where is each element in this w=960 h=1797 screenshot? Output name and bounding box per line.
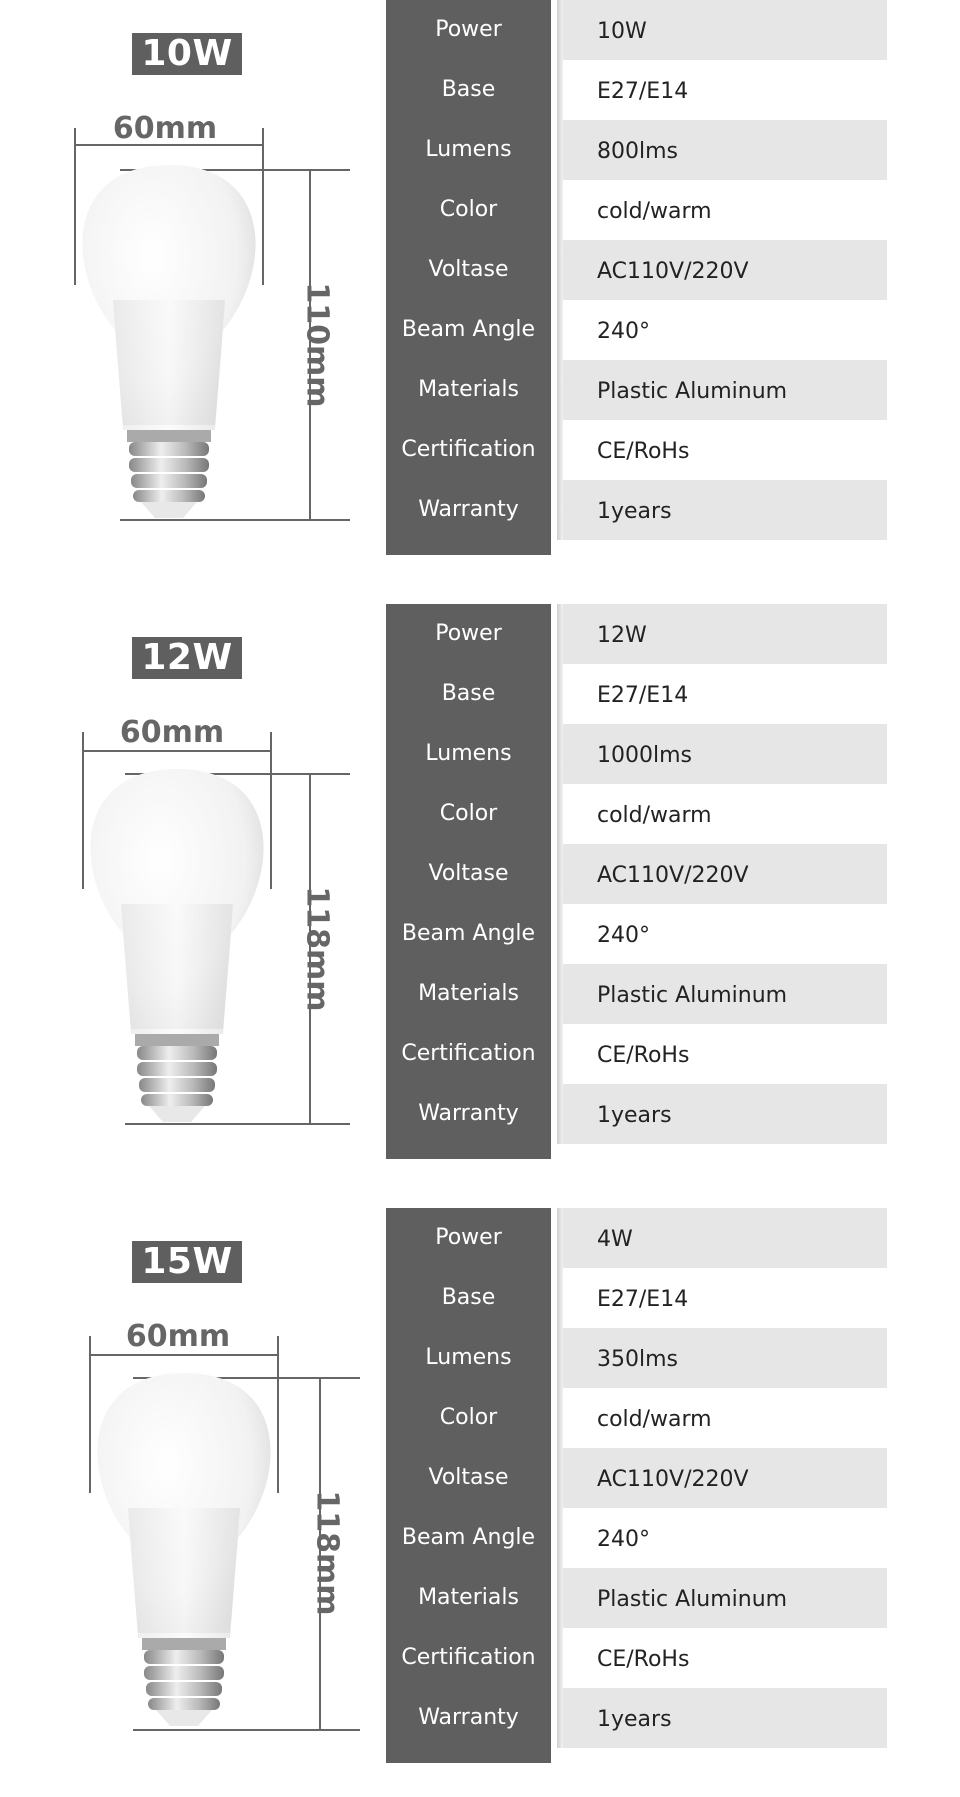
wattage-badge: 12W [132,637,242,679]
spec-label: Voltase [428,1465,509,1490]
spec-label: Voltase [428,861,509,886]
spec-label: Certification [401,437,536,462]
spec-value: 12W [557,604,887,664]
spec-label: Power [435,621,502,646]
spec-label: Beam Angle [401,921,536,946]
spec-label: Certification [401,1645,536,1670]
spec-label: Color [439,197,498,222]
wattage-badge: 15W [132,1241,242,1283]
spec-label: Materials [418,981,519,1006]
spec-label: Base [441,1285,496,1310]
spec-label: Color [439,1405,498,1430]
spec-value: CE/RoHs [557,1024,887,1084]
bulb-diagram [0,604,380,1159]
height-label: 118mm [299,886,335,1012]
spec-value: AC110V/220V [557,1448,887,1508]
spec-value: 10W [557,0,887,60]
height-label: 118mm [309,1490,345,1616]
wattage-badge: 10W [132,33,242,75]
spec-labels-column [386,604,551,1159]
spec-value: Plastic Aluminum [557,1568,887,1628]
spec-value: Plastic Aluminum [557,360,887,420]
spec-label: Materials [418,377,519,402]
spec-label: Power [435,1225,502,1250]
width-label: 60mm [125,1319,231,1354]
spec-value: AC110V/220V [557,844,887,904]
bulb-icon [90,769,263,1122]
spec-label: Materials [418,1585,519,1610]
spec-value: cold/warm [557,784,887,844]
spec-label: Certification [401,1041,536,1066]
spec-value: 800lms [557,120,887,180]
height-label: 110mm [299,282,335,408]
spec-label: Warranty [418,1101,519,1126]
spec-value: E27/E14 [557,1268,887,1328]
spec-label: Power [435,17,502,42]
spec-label: Lumens [425,741,512,766]
product-section-15w [0,1208,960,1763]
spec-value: 240° [557,1508,887,1568]
bulb-icon [97,1373,270,1726]
spec-label: Voltase [428,257,509,282]
spec-value: 1years [557,480,887,540]
spec-value: CE/RoHs [557,420,887,480]
spec-value: 1years [557,1084,887,1144]
spec-value: 1years [557,1688,887,1748]
spec-value: 240° [557,904,887,964]
spec-label: Warranty [418,497,519,522]
spec-labels-column [386,1208,551,1763]
bulb-icon [82,165,255,518]
spec-label: Lumens [425,1345,512,1370]
spec-value: AC110V/220V [557,240,887,300]
width-label: 60mm [119,715,225,750]
spec-value: E27/E14 [557,664,887,724]
spec-label: Color [439,801,498,826]
spec-label: Beam Angle [401,317,536,342]
spec-label: Base [441,77,496,102]
spec-labels-column [386,0,551,555]
spec-value: CE/RoHs [557,1628,887,1688]
spec-value: cold/warm [557,1388,887,1448]
spec-value: E27/E14 [557,60,887,120]
spec-value: 350lms [557,1328,887,1388]
spec-label: Beam Angle [401,1525,536,1550]
bulb-diagram [0,1208,380,1763]
product-section-10w [0,0,960,555]
spec-value: cold/warm [557,180,887,240]
spec-label: Warranty [418,1705,519,1730]
spec-value: 4W [557,1208,887,1268]
spec-value: 240° [557,300,887,360]
bulb-diagram [0,0,380,555]
product-section-12w [0,604,960,1159]
width-label: 60mm [112,111,218,146]
spec-label: Lumens [425,137,512,162]
spec-label: Base [441,681,496,706]
spec-value: 1000lms [557,724,887,784]
spec-value: Plastic Aluminum [557,964,887,1024]
